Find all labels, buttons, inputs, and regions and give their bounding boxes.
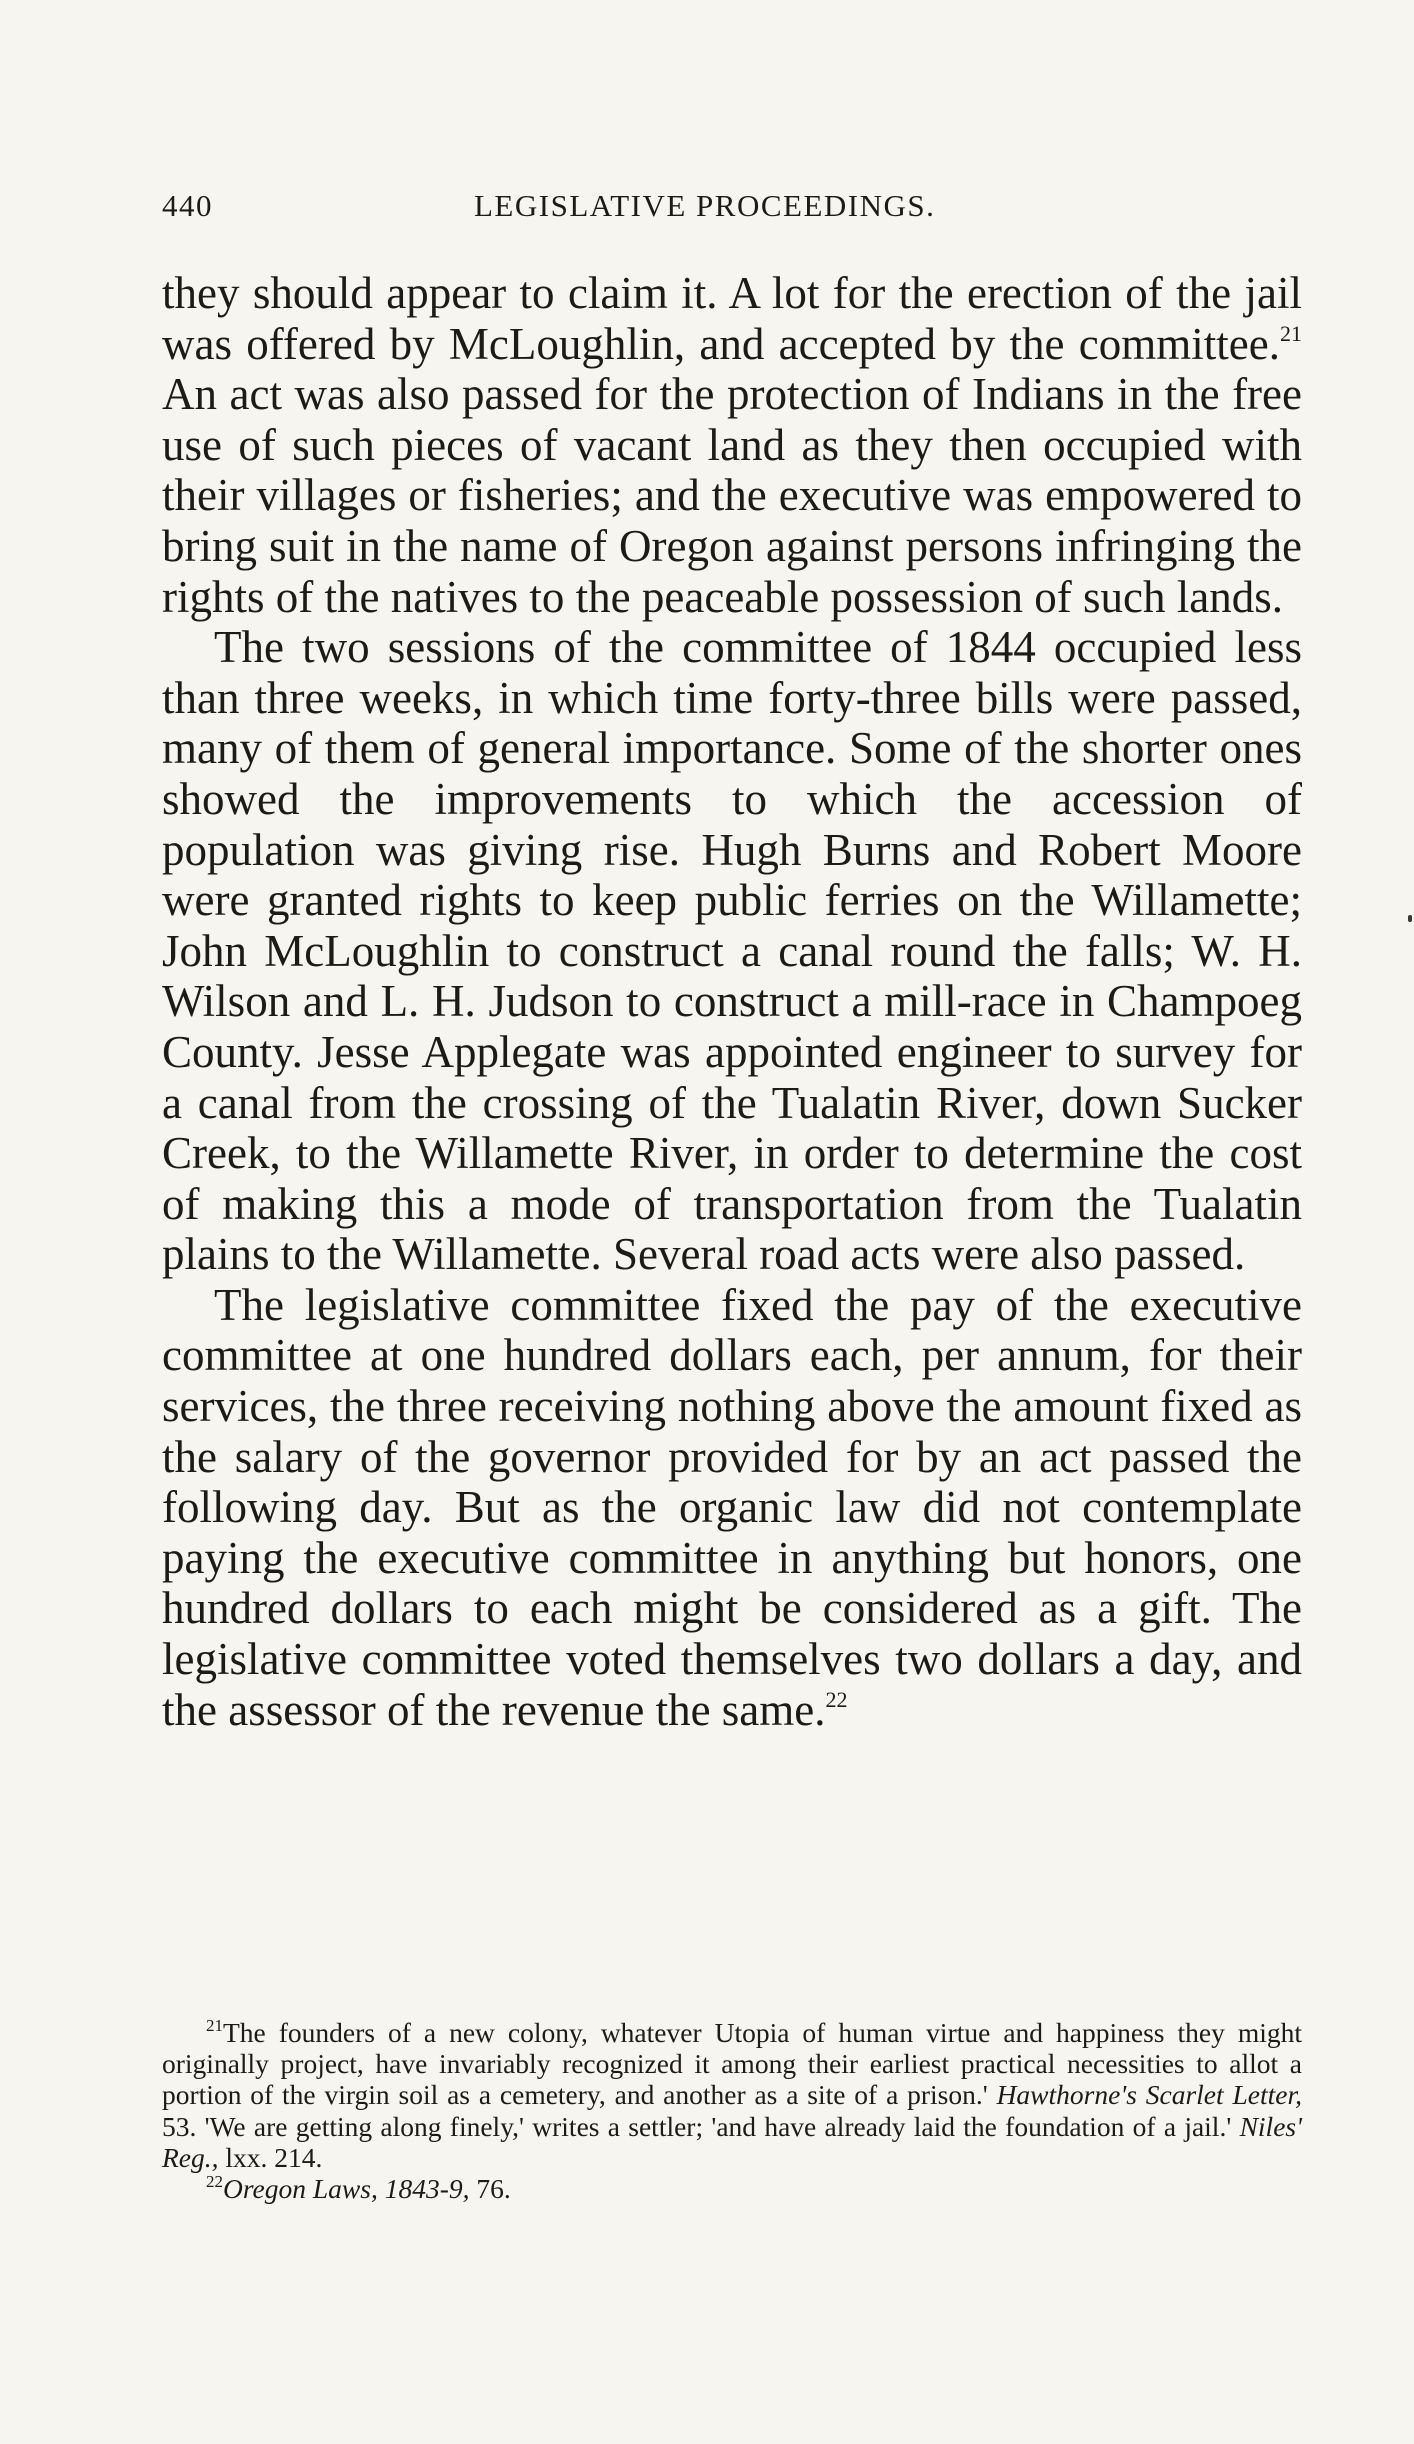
footnote-ref-22: 22	[825, 1686, 848, 1712]
page-number: 440	[162, 188, 213, 223]
body-text	[162, 268, 1302, 1735]
footnote-22	[162, 2173, 1302, 2204]
footnote-ref-21: 21	[1280, 320, 1302, 346]
footnote-22-citation: Oregon Laws, 1843-9,	[223, 2173, 470, 2205]
footnote-22-number: 22	[206, 2172, 223, 2192]
paragraph-1	[162, 268, 1302, 622]
footnotes	[162, 2017, 1302, 2204]
footnote-21-text-b: 53. 'We are getting along finely,' writes a settler; 'and have already laid the foundation of a jail.'	[162, 2110, 1240, 2142]
paragraph-3	[162, 1280, 1302, 1735]
paragraph-1-text-b: An act was also passed for the protection of Indians in the free use of such pieces of vacant land as they then occupied with their villages or fisheries; and the executive was empowered to bring suit in the name of Oregon against persons infringing the rights of the natives to the peaceable possession of such lands.	[162, 369, 1302, 622]
page-edge-mark	[1408, 915, 1412, 922]
footnote-22-text: 76.	[469, 2173, 511, 2205]
footnote-21-citation-2: Niles' Reg.,	[162, 2110, 1302, 2173]
footnote-21-number: 21	[206, 2016, 223, 2035]
running-head	[162, 188, 1302, 228]
paragraph-2: The two sessions of the committee of 1844 occupied less than three weeks, in which time forty-three bills were passed, many of them of general importance. Some of the shorter ones showed the improvements to which the accession of population was giving rise. Hugh Burns and Robert Moore were granted rights to keep public ferries on the Willamette; John McLoughlin to construct a canal round the falls; W. H. Wilson and L. H. Judson to construct a mill-race in Champoeg County. Jesse Applegate was appointed engineer to survey for a canal from the crossing of the Tualatin River, down Sucker Creek, to the Willamette River, in order to determine the cost of making this a mode of transportation from the Tualatin plains to the Willamette. Several road acts were also passed.	[162, 622, 1302, 1280]
footnote-21-citation-1: Hawthorne's Scarlet Letter,	[996, 2079, 1302, 2111]
footnote-21-text-c: lxx. 214.	[218, 2141, 323, 2173]
running-title: LEGISLATIVE PROCEEDINGS.	[474, 188, 936, 223]
footnote-21-text-a: The founders of a new colony, whatever Utopia of human virtue and happiness they might originally project, have invariably recognized it among their earliest practical necessities to allot a portion of the virgin soil as a cemetery, and another as a site of a prison.'	[162, 2017, 1302, 2111]
paragraph-3-text: The legislative committee fixed the pay of the executive committee at one hundred dollars each, per annum, for their services, the three receiving nothing above the amount fixed as the salary of the governor provided for by an act passed the following day. But as the organic law did not contemplate paying the executive committee in anything but honors, one hundred dollars to each might be considered as a gift. The legislative committee voted themselves two dollars a day, and the assessor of the revenue the same.	[162, 1279, 1302, 1735]
footnote-21	[162, 2017, 1302, 2173]
paragraph-1-text-a: they should appear to claim it. A lot for the erection of the jail was offered by McLoughlin, and accepted by the committee.	[162, 268, 1302, 369]
